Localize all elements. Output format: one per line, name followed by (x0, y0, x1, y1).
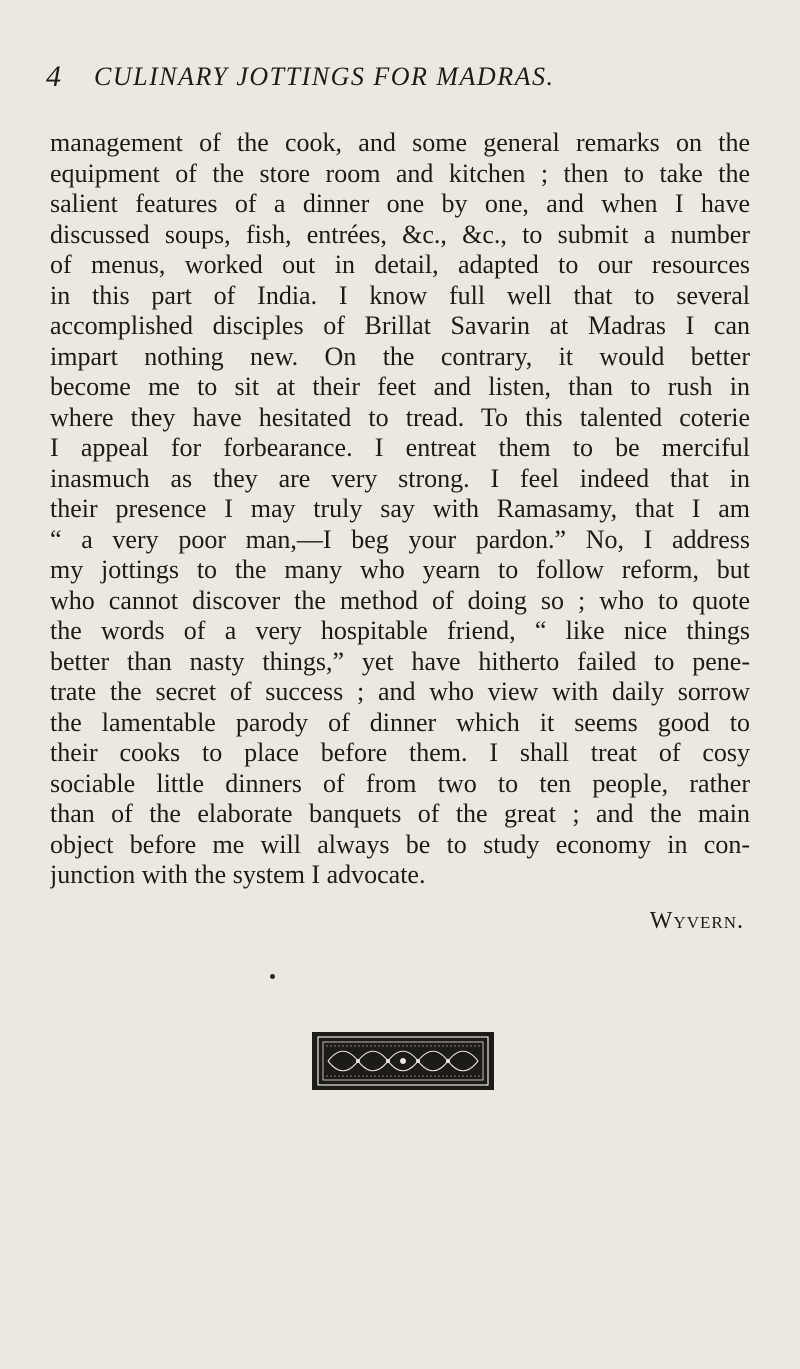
text-line: “ a very poor man,—I beg your pardon.” No, I address (50, 524, 750, 554)
text-line: junction with the system I advocate. (50, 860, 426, 889)
text-line: than of the elaborate banquets of the great ; and the main (50, 799, 750, 828)
text-line: I appeal for forbearance. I entreat them to be merciful (50, 433, 750, 462)
text-line: my jottings to the many who yearn to follow reform, but (50, 555, 750, 584)
text-line: better than nasty things,” yet have hitherto failed to pene- (50, 646, 750, 676)
text-line: object before me will always be to study economy in con- (50, 829, 750, 859)
text-line: the words of a very hospitable friend, “ like nice things (50, 616, 750, 645)
text-line: who cannot discover the method of doing so ; who to quote (50, 585, 750, 615)
page-header (46, 60, 766, 100)
text-line: of menus, worked out in detail, adapted to our resources (50, 250, 750, 279)
body-paragraph (50, 128, 750, 891)
text-line: discussed soups, fish, entrées, &c., &c., to submit a number (50, 219, 750, 249)
text-line: accomplished disciples of Brillat Savarin at Madras I can (50, 311, 750, 340)
text-line: where they have hesitated to tread. To this talented coterie (50, 402, 750, 432)
text-line: trate the secret of success ; and who view with daily sorrow (50, 677, 750, 706)
text-line: inasmuch as they are very strong. I feel indeed that in (50, 463, 750, 493)
text-line: sociable little dinners of from two to ten people, rather (50, 768, 750, 798)
text-line: become me to sit at their feet and listen, than to rush in (50, 372, 750, 401)
author-signature: Wyvern. (649, 908, 744, 934)
text-line: in this part of India. I know full well that to several (50, 280, 750, 310)
text-line: equipment of the store room and kitchen ; then to take the (50, 158, 750, 188)
stray-ink-dot (270, 974, 275, 979)
text-line: salient features of a dinner one by one, and when I have (50, 189, 750, 218)
text-line: the lamentable parody of dinner which it seems good to (50, 707, 750, 737)
text-line: their cooks to place before them. I shall treat of cosy (50, 738, 750, 767)
decorative-ornament-icon (312, 1032, 494, 1090)
running-title: CULINARY JOTTINGS FOR MADRAS. (94, 62, 555, 91)
text-line: management of the cook, and some general remarks on the (50, 128, 750, 157)
page-number: 4 (46, 60, 61, 93)
text-line: their presence I may truly say with Ramasamy, that I am (50, 494, 750, 523)
text-line: impart nothing new. On the contrary, it would better (50, 341, 750, 371)
